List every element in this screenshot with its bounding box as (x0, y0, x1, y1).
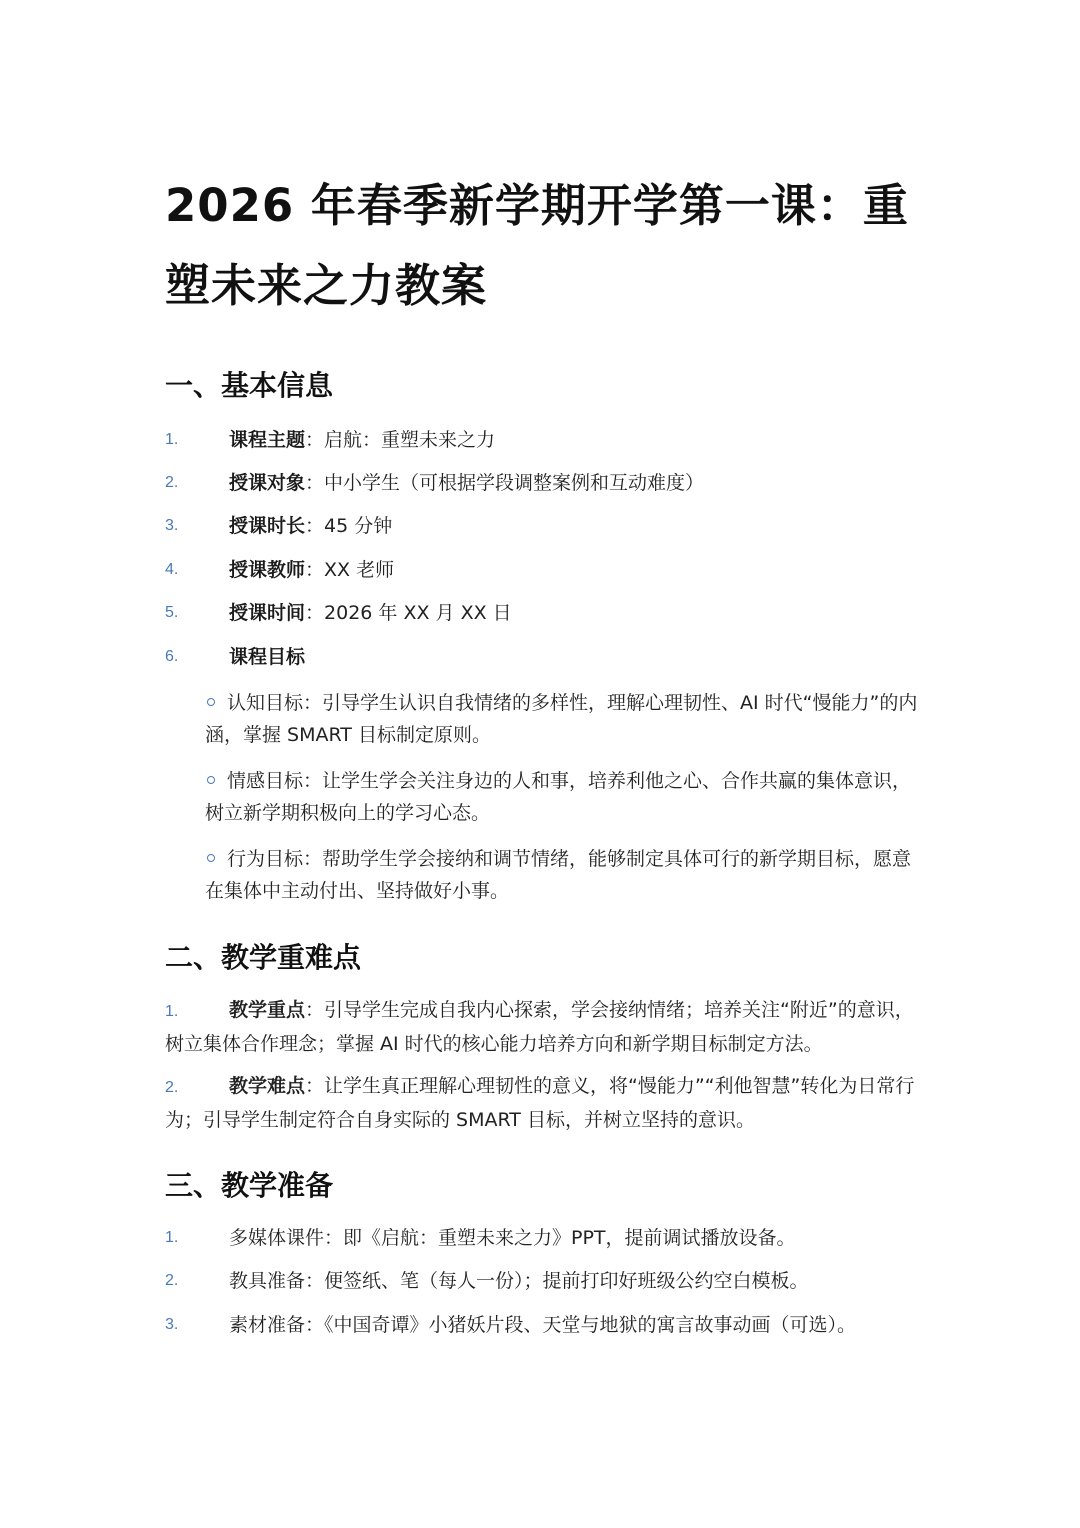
item-text: 让学生真正理解心理韧性的意义，将“慢能力”“利他智慧”转化为日常行为；引导学生制定符合自身实际的 SMART 目标，并树立坚持的意识。 (165, 1075, 915, 1131)
page-title: 2026 年春季新学期开学第一课：重塑未来之力教案 (165, 179, 909, 312)
list-number: 4. (165, 561, 179, 578)
list-number: 2. (165, 474, 179, 491)
section-heading-basic-info: 一、基本信息 (165, 369, 334, 402)
item-label: 授课对象 (229, 472, 306, 494)
list-number: 2. (165, 1272, 179, 1289)
section-heading-preparation: 三、教学准备 (165, 1169, 334, 1202)
goal-item-cognitive (205, 687, 925, 751)
list-number: 5. (165, 604, 179, 621)
item-value: XX 老师 (324, 559, 395, 581)
item-text: 教具准备：便签纸、笔（每人一份）；提前打印好班级公约空白模板。 (229, 1270, 809, 1292)
item-separator: ： (305, 429, 325, 451)
list-number: 6. (165, 648, 179, 665)
item-separator: ： (305, 602, 325, 624)
circle-bullet-icon (207, 698, 215, 706)
goal-item-behavioral (205, 843, 925, 907)
list-number: 1. (165, 1003, 179, 1020)
item-label: 授课教师 (229, 559, 306, 581)
section-heading-key-points: 二、教学重难点 (165, 941, 362, 974)
item-label: 课程主题 (229, 429, 306, 451)
item-label: 授课时间 (229, 602, 306, 624)
item-separator: ： (305, 559, 325, 581)
item-label: 教学重点 (229, 999, 306, 1021)
item-label: 授课时长 (229, 515, 306, 537)
item-value: 启航：重塑未来之力 (324, 429, 496, 451)
list-number: 3. (165, 517, 179, 534)
key-point-item (165, 994, 925, 1061)
item-label: 课程目标 (229, 646, 306, 668)
item-text: 引导学生完成自我内心探索，学会接纳情绪；培养关注“附近”的意识，树立集体合作理念；掌握 AI 时代的核心能力培养方向和新学期目标制定方法。 (165, 999, 914, 1055)
item-separator: ： (305, 999, 325, 1021)
list-number: 3. (165, 1316, 179, 1333)
goal-item-emotional (205, 765, 925, 829)
circle-bullet-icon (207, 776, 215, 784)
list-number: 1. (165, 1229, 179, 1246)
item-value: 2026 年 XX 月 XX 日 (324, 602, 512, 624)
difficult-point-item (165, 1070, 925, 1137)
goal-text: 认知目标：引导学生认识自我情绪的多样性，理解心理韧性、AI 时代“慢能力”的内涵，掌握 SMART 目标制定原则。 (205, 692, 918, 746)
item-text: 多媒体课件：即《启航：重塑未来之力》PPT，提前调试播放设备。 (229, 1227, 796, 1249)
item-label: 教学难点 (229, 1075, 306, 1097)
list-number: 2. (165, 1079, 179, 1096)
item-value: 45 分钟 (324, 515, 393, 537)
item-separator: ： (305, 515, 325, 537)
item-value: 中小学生（可根据学段调整案例和互动难度） (324, 472, 705, 494)
goal-text: 情感目标：让学生学会关注身边的人和事，培养利他之心、合作共赢的集体意识，树立新学期积极向上的学习心态。 (205, 770, 912, 824)
circle-bullet-icon (207, 854, 215, 862)
item-text: 素材准备：《中国奇谭》小猪妖片段、天堂与地狱的寓言故事动画（可选）。 (229, 1314, 857, 1336)
item-separator: ： (305, 1075, 325, 1097)
list-number: 1. (165, 431, 179, 448)
goal-text: 行为目标：帮助学生学会接纳和调节情绪，能够制定具体可行的新学期目标，愿意在集体中主动付出、坚持做好小事。 (205, 848, 912, 902)
item-separator: ： (305, 472, 325, 494)
